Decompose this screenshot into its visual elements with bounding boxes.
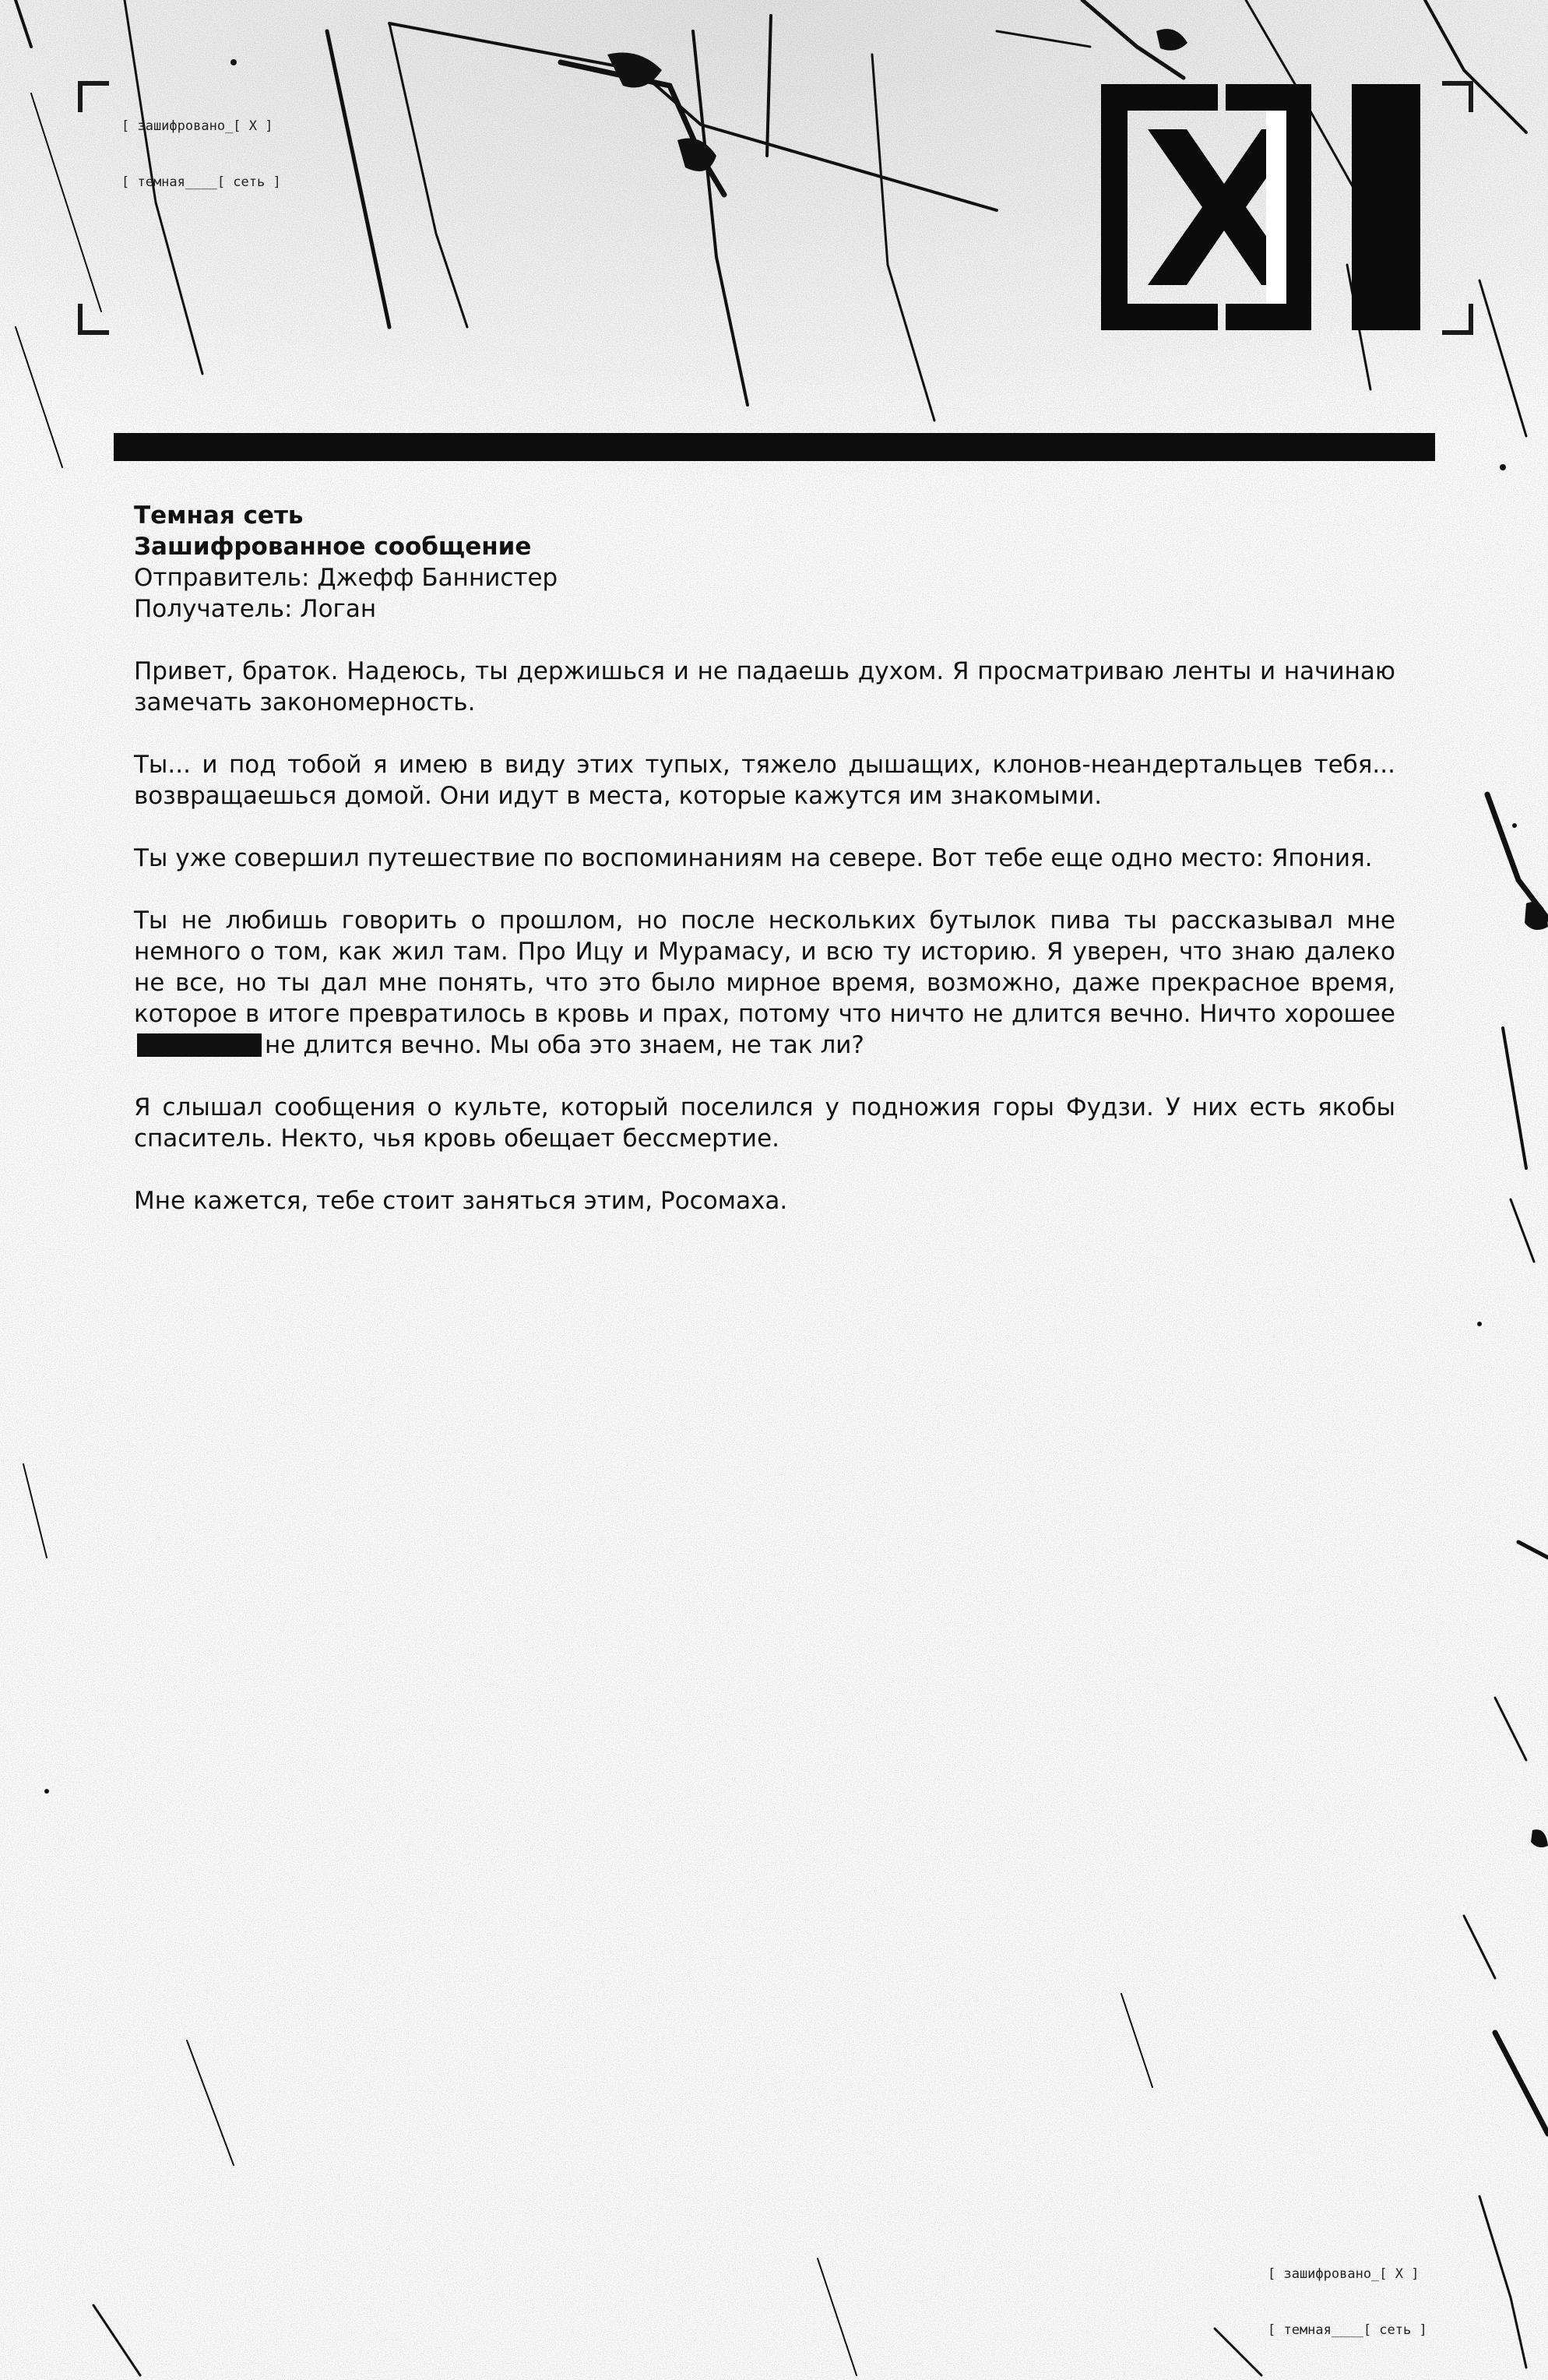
message-paragraph-2: Ты... и под тобой я имею в виду этих тупых, тяжело дышащих, клонов-неандертальцев тебя... возвращаешься домой. Они идут в места, которые кажутся им знакомыми. (134, 751, 1395, 810)
crop-corner-bottom-right (1442, 304, 1473, 335)
message-title: Темная сеть (134, 502, 304, 530)
x-bracket-logo-icon (1101, 84, 1420, 330)
message-sender: Отправитель: Джефф Баннистер (134, 564, 558, 592)
header-tag-line-1: [ зашифровано_[ X ] (121, 118, 273, 134)
message-paragraph-1: Привет, браток. Надеюсь, ты держишься и не падаешь духом. Я просматриваю ленты и начинаю замечать закономерность. (134, 657, 1395, 716)
redaction-block (137, 1033, 262, 1057)
message-subtitle: Зашифрованное сообщение (134, 533, 532, 561)
message-paragraph-6: Мне кажется, тебе стоит заняться этим, Росомаха. (134, 1187, 788, 1215)
header-tag-line-2: [ темная____[ сеть ] (121, 174, 281, 190)
crop-corner-bottom-left (78, 304, 109, 335)
footer-encryption-tag (1268, 2227, 1427, 2377)
footer-tag-line-1: [ зашифровано_[ X ] (1268, 2266, 1420, 2282)
encrypted-message (134, 500, 1395, 1216)
header-encryption-tag (121, 79, 281, 229)
message-recipient: Получатель: Логан (134, 595, 377, 623)
message-paragraph-3: Ты уже совершил путешествие по воспоминаниям на севере. Вот тебе еще одно место: Япония. (134, 844, 1373, 872)
crop-corner-top-left (78, 81, 109, 112)
footer-tag-line-2: [ темная____[ сеть ] (1268, 2322, 1427, 2338)
message-paragraph-4 (134, 905, 1395, 1061)
paragraph-4-text-before: Ты не любишь говорить о прошлом, но после нескольких бутылок пива ты рассказывал мне немного о том, как жил там. Про Ицу и Мурамасу, и всю ту историю. Я уверен, что знаю далеко не все, но ты дал мне понять, что это было мирное время, возможно, даже прекрасное время, которое в итоге превратилось в кровь и прах, потому что ничто не длится вечно. Ничто хорошее (134, 907, 1395, 1028)
message-paragraph-5: Я слышал сообщения о культе, который поселился у подножия горы Фудзи. У них есть якобы спаситель. Некто, чья кровь обещает бессмертие. (134, 1093, 1395, 1153)
crop-corner-top-right (1442, 81, 1473, 112)
paragraph-4-text-after: не длится вечно. Мы оба это знаем, не так ли? (265, 1031, 864, 1059)
header-divider-bar (114, 433, 1435, 461)
